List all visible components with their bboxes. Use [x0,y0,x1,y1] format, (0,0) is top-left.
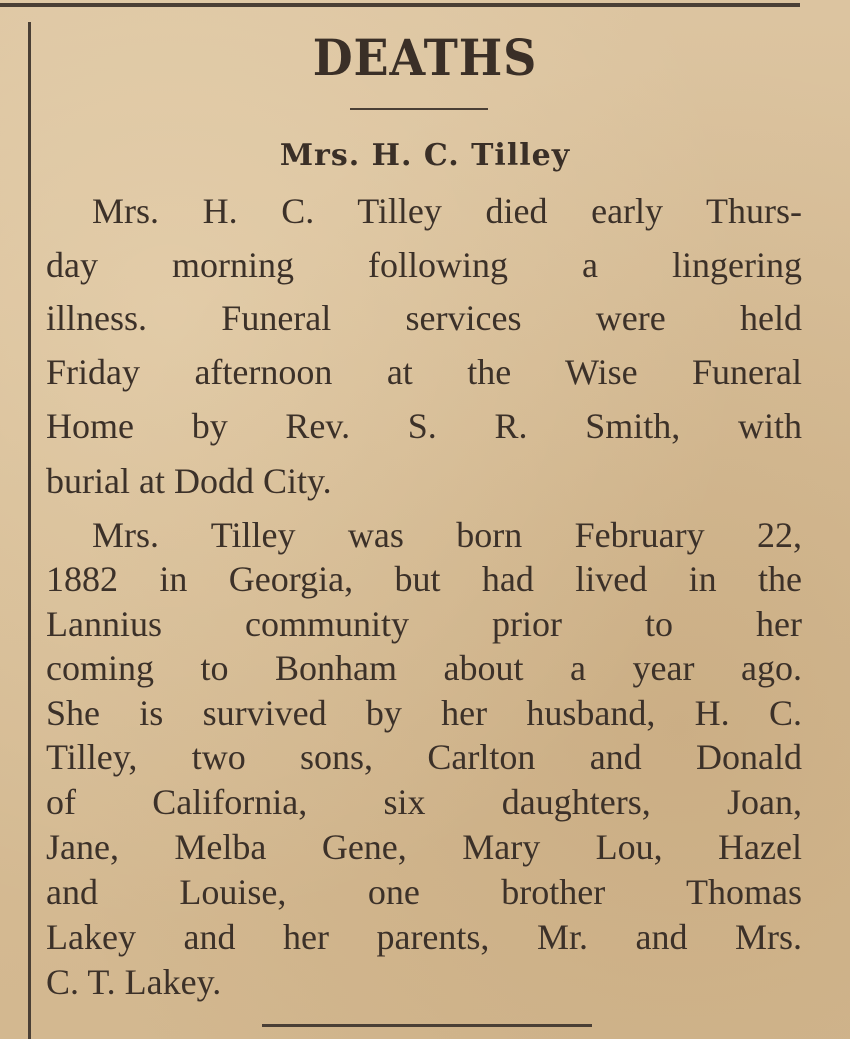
body-line: coming to Bonham about a year ago. [46,648,802,688]
body-line: Mrs. Tilley was born February 22, [92,515,802,555]
body-line: Tilley, two sons, Carlton and Donald [46,737,802,777]
body-line: C. T. Lakey. [46,962,222,1002]
body-line: She is survived by her husband, H. C. [46,693,802,733]
body-line: Lannius community prior to her [46,604,802,644]
body-line: 1882 in Georgia, but had lived in the [46,559,802,599]
body-line: illness. Funeral services were held [46,298,802,338]
body-line: Lakey and her parents, Mr. and Mrs. [46,917,802,957]
body-line: of California, six daughters, Joan, [46,782,802,822]
body-line: burial at Dodd City. [46,461,332,501]
body-line: Friday afternoon at the Wise Funeral [46,352,802,392]
body-line: Mrs. H. C. Tilley died early Thurs- [92,191,802,231]
body-line: Jane, Melba Gene, Mary Lou, Hazel [46,827,802,867]
left-column-rule [28,22,31,1039]
body-line: Home by Rev. S. R. Smith, with [46,406,802,446]
bottom-divider [262,1024,592,1027]
top-column-rule [0,3,800,7]
body-line: and Louise, one brother Thomas [46,872,802,912]
title-divider [350,108,488,110]
obituary-subhead: Mrs. H. C. Tilley [279,138,571,173]
body-line: day morning following a lingering [46,245,802,285]
section-title: DEATHS [312,28,538,87]
